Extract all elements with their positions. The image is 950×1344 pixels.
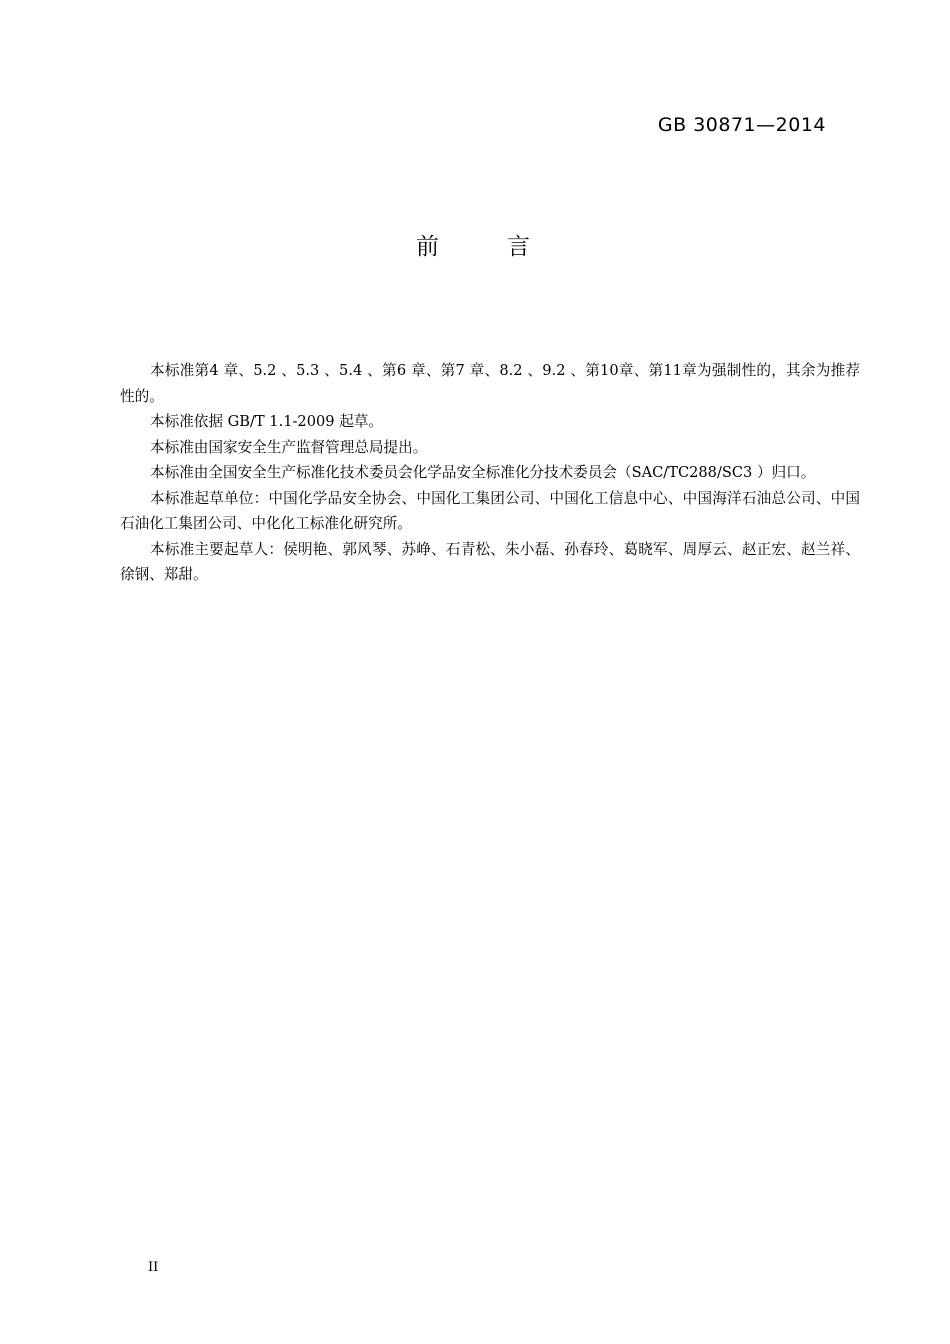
paragraph-drafting-basis: 本标准依据 GB/T 1.1-2009 起草。 — [150, 413, 383, 430]
page-number: II — [148, 1260, 159, 1275]
paragraph-mandatory-clauses: 本标准第4 章、5.2 、5.3 、5.4 、第6 章、第7 章、8.2 、9.2 、第10章、第11章为强制性的，其余为推荐性的。 — [120, 362, 860, 405]
page-title-char-2: 言 — [507, 234, 534, 260]
paragraph-drafting-organizations: 本标准起草单位：中国化学品安全协会、中国化工集团公司、中国化工信息中心、中国海洋石油总公司、中国石油化工集团公司、中化化工标准化研究所。 — [120, 489, 860, 532]
foreword-body — [120, 358, 860, 588]
standard-number: GB 30871—2014 — [657, 114, 826, 136]
paragraph-centralized-by: 本标准由全国安全生产标准化技术委员会化学品安全标准化分技术委员会（SAC/TC288/SC3 ）归口。 — [150, 464, 816, 481]
page-title-char-1: 前 — [416, 234, 443, 260]
paragraph-main-drafters: 本标准主要起草人：侯明艳、郭风琴、苏峥、石青松、朱小磊、孙春玲、葛晓军、周厚云、赵正宏、赵兰祥、徐钢、郑甜。 — [120, 540, 860, 583]
page-title — [0, 228, 950, 261]
paragraph-proposed-by: 本标准由国家安全生产监督管理总局提出。 — [150, 438, 428, 456]
